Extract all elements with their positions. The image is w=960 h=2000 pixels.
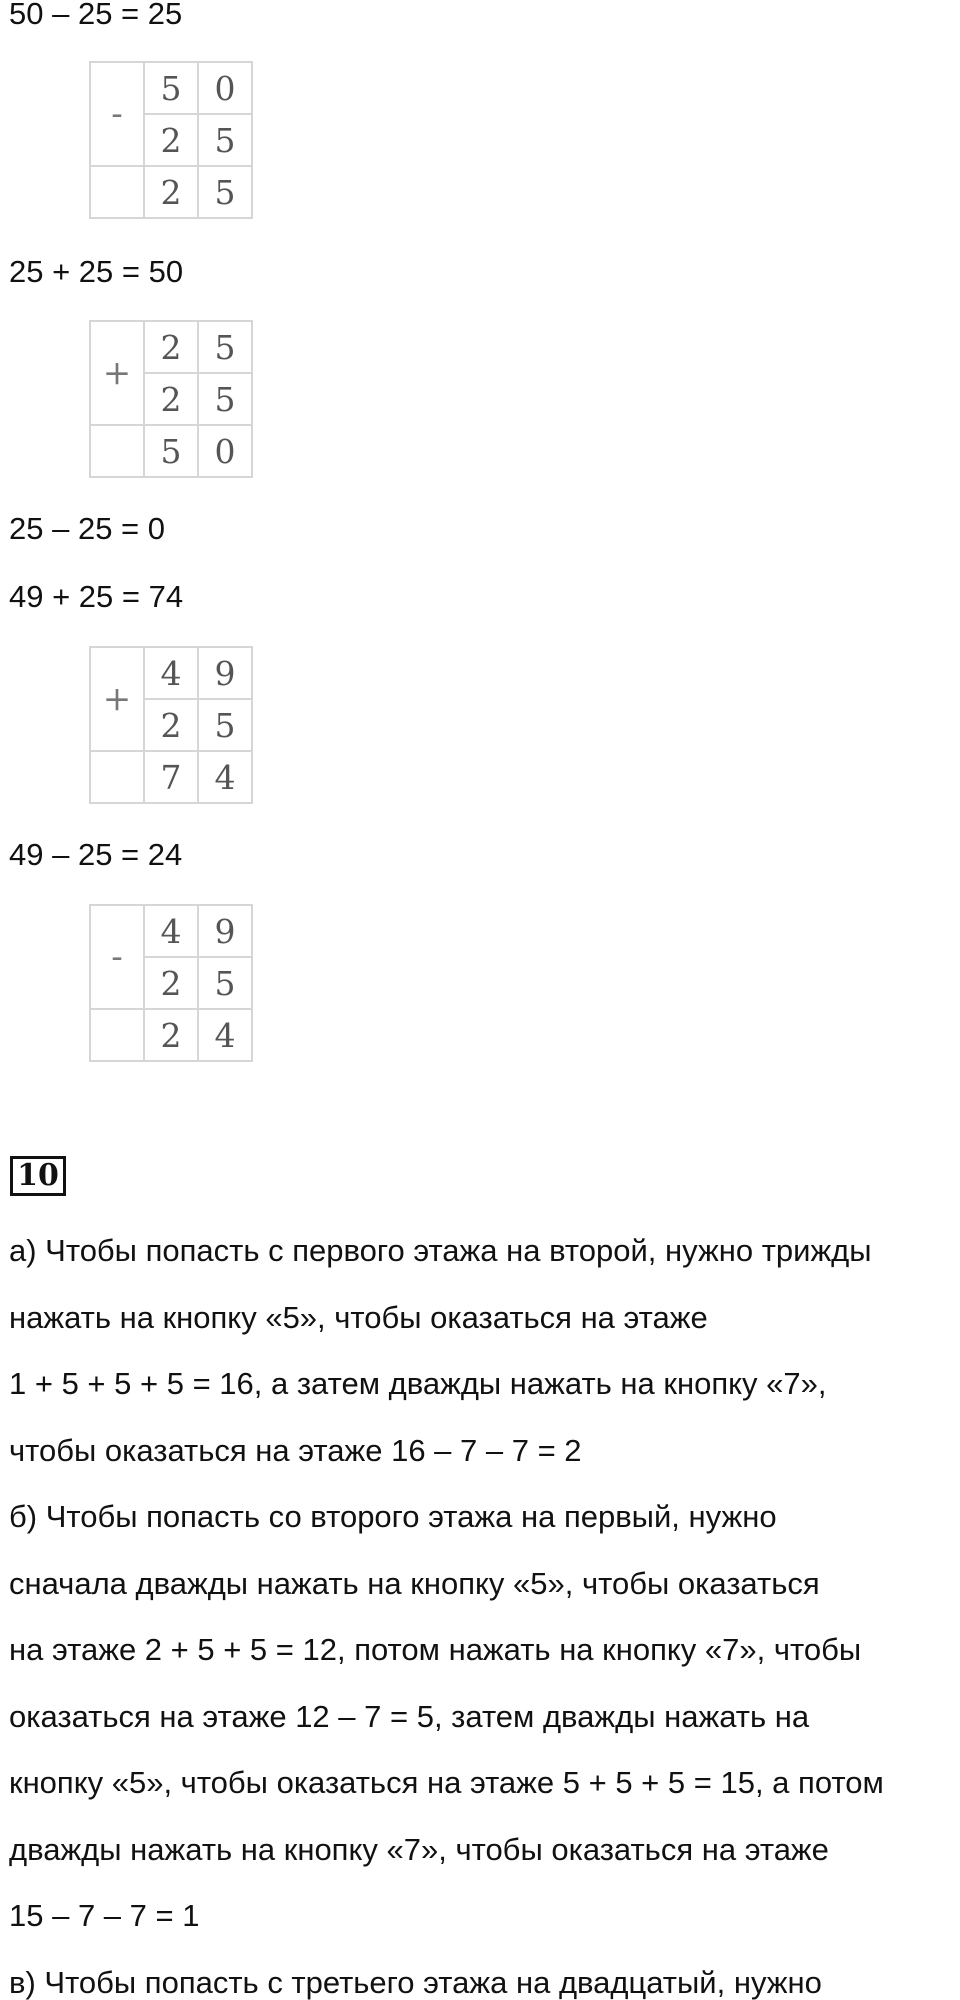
column-calculation (89, 320, 253, 478)
equation-line: 25 + 25 = 50 (9, 254, 184, 289)
empty-cell (90, 1009, 144, 1061)
result-digit-cell: 4 (198, 1009, 252, 1061)
digit-cell: 5 (198, 373, 252, 425)
solution-line: кнопку «5», чтобы оказаться на этаже 5 + 5 + 5 = 15, а потом (9, 1765, 884, 1800)
solution-line: сначала дважды нажать на кнопку «5», чтобы оказаться (9, 1565, 820, 1601)
digit-cell: 2 (144, 699, 198, 751)
operator-sign: - (90, 62, 144, 166)
equation-line: 50 – 25 = 25 (9, 0, 183, 31)
column-calculation (89, 646, 253, 804)
digit-cell: 2 (144, 373, 198, 425)
result-digit-cell: 2 (144, 1009, 198, 1061)
result-digit-cell: 5 (144, 425, 198, 477)
solution-line: 15 – 7 – 7 = 1 (9, 1898, 200, 1933)
result-digit-cell: 2 (144, 166, 198, 218)
task-solution-text (9, 1218, 954, 2000)
empty-cell (90, 751, 144, 803)
result-digit-cell: 7 (144, 751, 198, 803)
solution-line: оказаться на этаже 12 – 7 = 5, затем дважды нажать на (9, 1698, 810, 1734)
digit-cell: 5 (198, 957, 252, 1009)
equation-line: 25 – 25 = 0 (9, 511, 165, 546)
equation-line: 49 – 25 = 24 (9, 837, 183, 872)
digit-cell: 5 (198, 114, 252, 166)
digit-cell: 5 (198, 321, 252, 373)
result-digit-cell: 0 (198, 425, 252, 477)
column-calculation (89, 904, 253, 1062)
solution-line: нажать на кнопку «5», чтобы оказаться на этаже (9, 1299, 708, 1335)
operator-sign: + (90, 321, 144, 425)
column-calculation (89, 61, 253, 219)
solution-line: в) Чтобы попасть с третьего этажа на двадцатый, нужно (9, 1964, 822, 2000)
result-digit-cell: 4 (198, 751, 252, 803)
digit-cell: 2 (144, 957, 198, 1009)
solution-line: а) Чтобы попасть с первого этажа на второй, нужно трижды (9, 1233, 872, 1268)
digit-cell: 5 (198, 699, 252, 751)
solution-line: б) Чтобы попасть со второго этажа на первый, нужно (9, 1499, 777, 1534)
solution-line: 1 + 5 + 5 + 5 = 16, а затем дважды нажать на кнопку «7», (9, 1366, 827, 1401)
digit-cell: 9 (198, 905, 252, 957)
solution-line: чтобы оказаться на этаже 16 – 7 – 7 = 2 (9, 1432, 582, 1468)
digit-cell: 9 (198, 647, 252, 699)
operator-sign: + (90, 647, 144, 751)
task-number-box: 10 (10, 1156, 66, 1196)
equation-line: 49 + 25 = 74 (9, 579, 184, 614)
digit-cell: 0 (198, 62, 252, 114)
digit-cell: 4 (144, 647, 198, 699)
operator-sign: - (90, 905, 144, 1009)
empty-cell (90, 425, 144, 477)
empty-cell (90, 166, 144, 218)
digit-cell: 2 (144, 114, 198, 166)
digit-cell: 5 (144, 62, 198, 114)
digit-cell: 4 (144, 905, 198, 957)
result-digit-cell: 5 (198, 166, 252, 218)
solution-line: на этаже 2 + 5 + 5 = 12, потом нажать на кнопку «7», чтобы (9, 1632, 862, 1667)
digit-cell: 2 (144, 321, 198, 373)
solution-line: дважды нажать на кнопку «7», чтобы оказаться на этаже (9, 1831, 829, 1867)
